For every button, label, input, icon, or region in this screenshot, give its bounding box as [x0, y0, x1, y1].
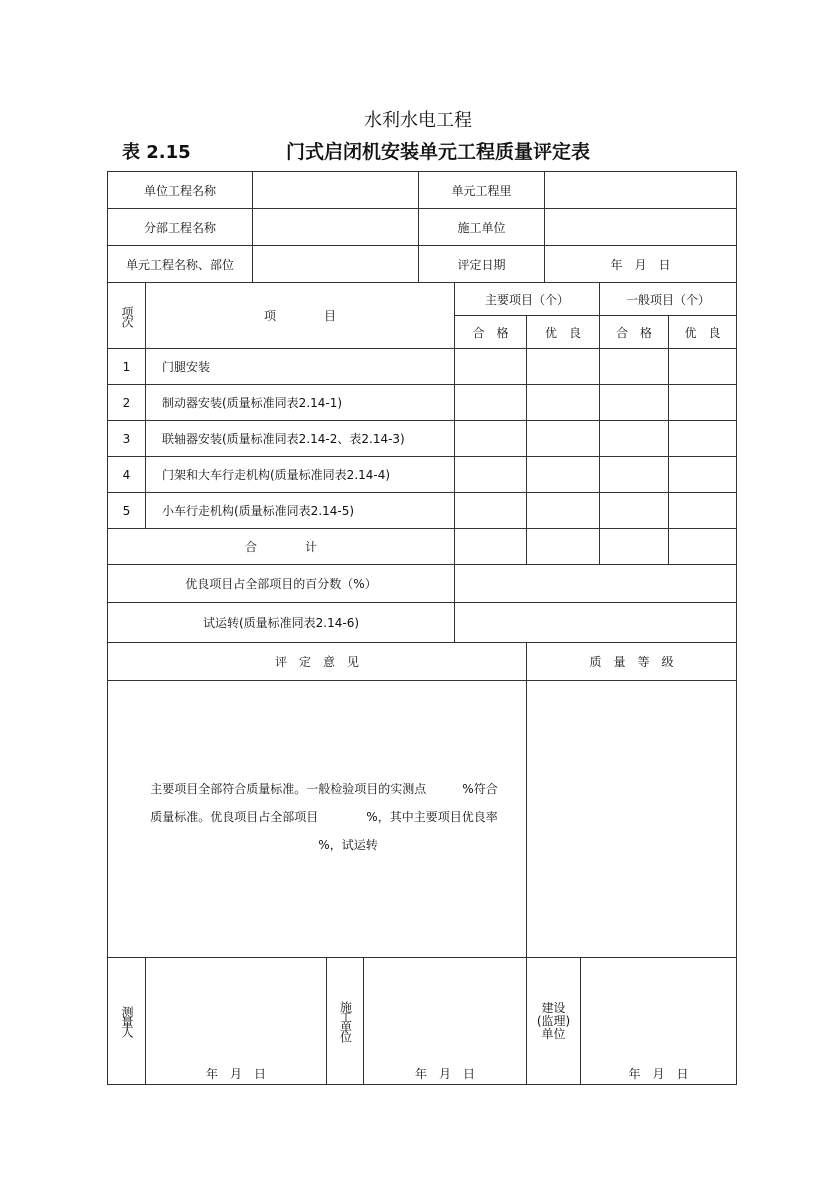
good-pct-label: 优良项目占全部项目的百分数（%） — [107, 564, 455, 603]
row-item: 门架和大车行走机构(质量标准同表2.14-4) — [145, 456, 455, 493]
header-major: 主要项目（个） — [454, 282, 600, 316]
header-index: 项次 — [107, 282, 146, 349]
total-major-pass[interactable] — [454, 528, 527, 565]
row-number: 3 — [107, 420, 146, 457]
label-eval-date: 评定日期 — [418, 245, 545, 283]
row-general-pass[interactable] — [599, 384, 669, 421]
row-major-good[interactable] — [526, 420, 600, 457]
row-general-pass[interactable] — [599, 348, 669, 385]
form-title: 门式启闭机安装单元工程质量评定表 — [286, 141, 591, 163]
surveyor-sign[interactable]: 年 月 日 — [145, 957, 327, 1085]
row-item: 联轴器安装(质量标准同表2.14-2、表2.14-3) — [145, 420, 455, 457]
row-general-good[interactable] — [668, 492, 737, 529]
row-major-good[interactable] — [526, 492, 600, 529]
row-major-good[interactable] — [526, 456, 600, 493]
opinion-text — [134, 775, 514, 859]
row-number: 5 — [107, 492, 146, 529]
header-general-good: 优 良 — [668, 315, 737, 349]
grade-label: 质 量 等 级 — [526, 642, 737, 681]
row-major-pass[interactable] — [454, 420, 527, 457]
header-general: 一般项目（个） — [599, 282, 737, 316]
label-sub-project: 分部工程名称 — [107, 208, 253, 246]
header-major-pass: 合 格 — [454, 315, 527, 349]
opinion-label: 评 定 意 见 — [107, 642, 527, 681]
header-general-pass: 合 格 — [599, 315, 669, 349]
label-element-name: 单元工程名称、部位 — [107, 245, 253, 283]
row-major-good[interactable] — [526, 348, 600, 385]
total-general-good[interactable] — [668, 528, 737, 565]
row-major-pass[interactable] — [454, 348, 527, 385]
row-major-pass[interactable] — [454, 492, 527, 529]
trial-label: 试运转(质量标准同表2.14-6) — [107, 602, 455, 643]
opinion-line: 主要项目全部符合质量标准。一般检验项目的实测点 %符合 — [150, 782, 498, 796]
good-pct-field[interactable] — [454, 564, 737, 603]
row-item: 门腿安装 — [145, 348, 455, 385]
row-general-good[interactable] — [668, 456, 737, 493]
header-major-good: 优 良 — [526, 315, 600, 349]
contractor-sign-label: 施工单位 — [326, 957, 364, 1085]
contractor-sign[interactable]: 年 月 日 — [363, 957, 527, 1085]
row-number: 1 — [107, 348, 146, 385]
table-number: 表 2.15 — [122, 142, 191, 163]
org-title: 水利水电工程 — [364, 110, 472, 131]
element-qty-field[interactable] — [544, 171, 737, 209]
row-general-pass[interactable] — [599, 492, 669, 529]
element-name-field[interactable] — [252, 245, 419, 283]
row-item: 小车行走机构(质量标准同表2.14-5) — [145, 492, 455, 529]
opinion-line: 质量标准。优良项目占全部项目 %，其中主要项目优良率 — [150, 810, 498, 824]
label-unit-project: 单位工程名称 — [107, 171, 253, 209]
row-number: 4 — [107, 456, 146, 493]
opinion-line: %，试运转 — [270, 838, 378, 852]
row-major-pass[interactable] — [454, 456, 527, 493]
header-item: 项 目 — [145, 282, 455, 349]
unit-project-field[interactable] — [252, 171, 419, 209]
supervisor-label: 建设(监理)单位 — [526, 957, 581, 1085]
row-general-pass[interactable] — [599, 456, 669, 493]
total-general-pass[interactable] — [599, 528, 669, 565]
row-general-good[interactable] — [668, 384, 737, 421]
eval-date-field[interactable]: 年 月 日 — [544, 245, 737, 283]
sub-project-field[interactable] — [252, 208, 419, 246]
contractor-field[interactable] — [544, 208, 737, 246]
row-general-good[interactable] — [668, 420, 737, 457]
label-contractor: 施工单位 — [418, 208, 545, 246]
opinion-box[interactable] — [107, 680, 527, 958]
label-element-qty: 单元工程里 — [418, 171, 545, 209]
trial-field[interactable] — [454, 602, 737, 643]
supervisor-sign[interactable]: 年 月 日 — [580, 957, 737, 1085]
total-major-good[interactable] — [526, 528, 600, 565]
row-number: 2 — [107, 384, 146, 421]
row-general-good[interactable] — [668, 348, 737, 385]
total-label: 合 计 — [107, 528, 455, 565]
row-major-good[interactable] — [526, 384, 600, 421]
surveyor-label: 测量人 — [107, 957, 146, 1085]
row-major-pass[interactable] — [454, 384, 527, 421]
grade-field[interactable] — [526, 680, 737, 958]
row-item: 制动器安装(质量标准同表2.14-1) — [145, 384, 455, 421]
row-general-pass[interactable] — [599, 420, 669, 457]
